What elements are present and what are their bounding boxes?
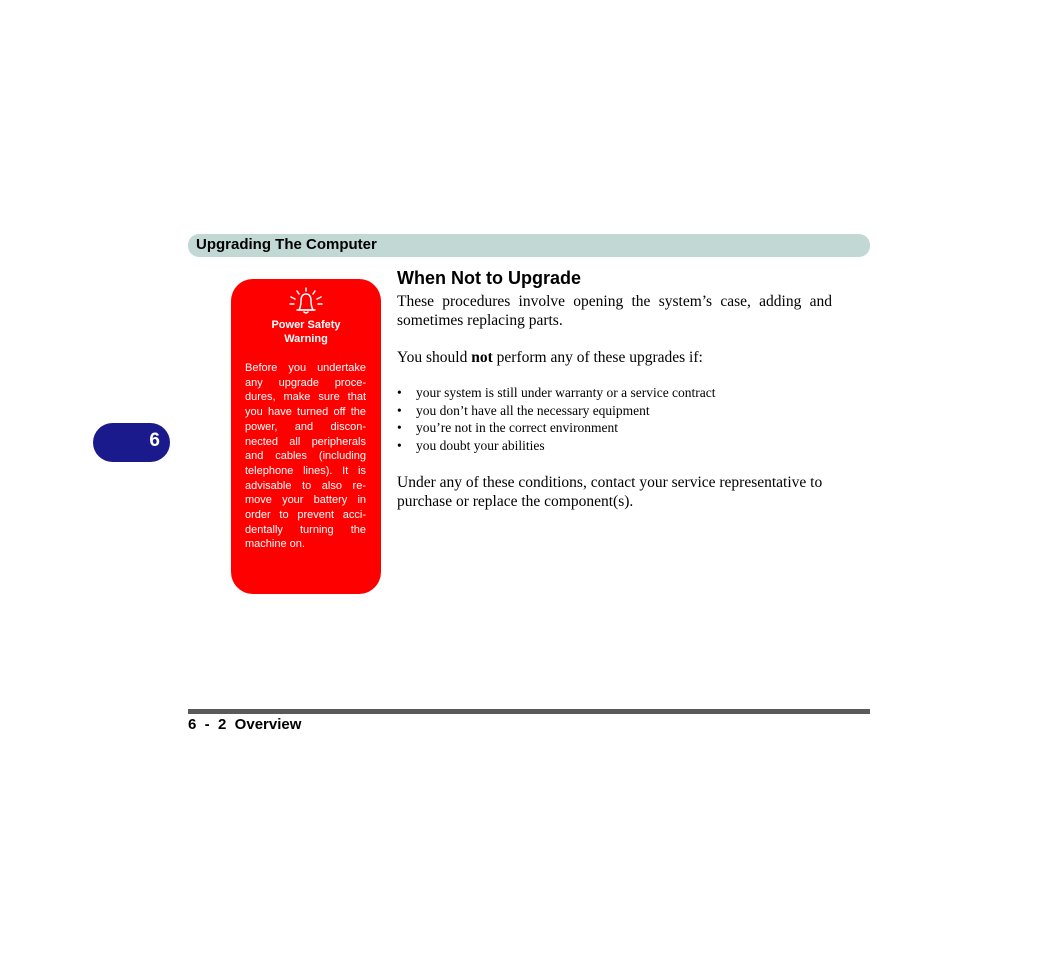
power-safety-warning-box <box>231 279 381 594</box>
closing-paragraph: Under any of these conditions, contact your service representative to purchase or replace the component(s). <box>397 474 823 510</box>
list-item: • you’re not in the correct environment <box>397 419 832 437</box>
page-number-label: 6 - 2 Overview <box>188 716 302 733</box>
warning-title-line2: Warning <box>284 333 328 345</box>
power-safety-icon <box>288 287 324 315</box>
condition-list <box>397 384 832 454</box>
intro-paragraph: These procedures involve opening the system’s case, adding and sometimes replacing parts. <box>397 293 832 329</box>
lead-emphasis: not <box>471 349 493 366</box>
list-item: • your system is still under warranty or a service contract <box>397 384 832 402</box>
chapter-number: 6 <box>149 430 160 451</box>
chapter-header-bar <box>188 234 870 257</box>
warning-body-text: Before you undertake any upgrade proce-dures, make sure that you have turned off the power, and discon-nected all peripherals and cables (including telephone lines). It is advisable to also re-move your battery in order to prevent acci-dentally turning the machine on. <box>245 362 366 551</box>
list-item: • you doubt your abilities <box>397 437 832 455</box>
lead-paragraph <box>397 348 832 367</box>
list-item: • you don’t have all the necessary equipment <box>397 402 832 420</box>
lead-text-before: You should <box>397 349 472 366</box>
lead-text-after: perform any of these upgrades if: <box>492 349 703 366</box>
chapter-tab <box>93 423 170 462</box>
warning-title-line1: Power Safety <box>271 319 341 331</box>
chapter-title: Upgrading The Computer <box>196 236 377 253</box>
warning-title <box>231 318 381 346</box>
footer-divider <box>188 709 870 714</box>
section-heading: When Not to Upgrade <box>397 268 581 288</box>
